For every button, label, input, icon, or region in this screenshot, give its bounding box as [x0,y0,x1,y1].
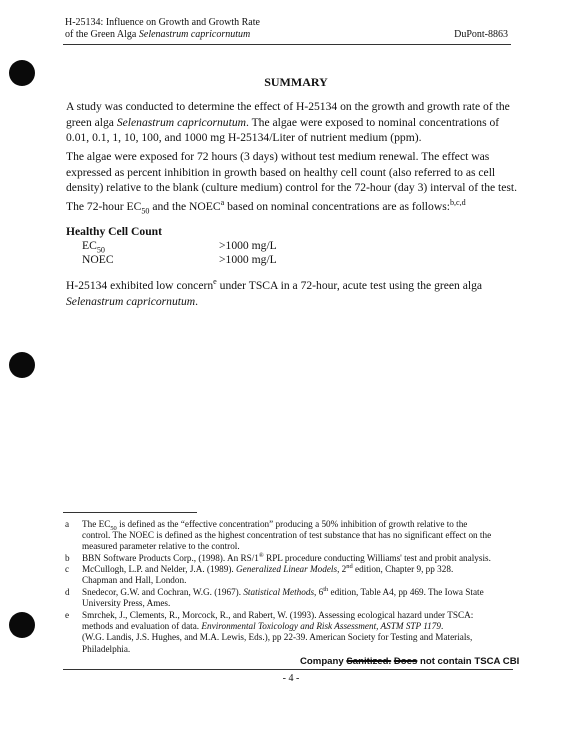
summary-paragraph-3: The 72-hour $EC_{50}$ and the NOEC$^a$ based on nominal concentrations are as follows:$^{b,c,d}$ [66,198,466,216]
footnote-separator [63,512,197,513]
summary-paragraph-2: The algae were exposed for 72 hours (3 days) without test medium renewal. The effect was expressed as percent inhibition in growth based on healthy cell count (also referred to as cell density) relative to the blank (culture medium) control for the 72-hour (day 3) interval of the test. [66,150,518,194]
footnote-c-letter: c [65,564,70,574]
results-row-noec: NOEC [82,253,114,266]
cbi-stamp: Company Sanitized. Does not contain TSCA CBI [300,656,520,667]
stamp-does: Does [393,656,418,667]
footnote-e: Smrchek, J., Clements, R., Morcock, R., and Rabert, W. (1993). Assessing ecological hazard under TSCA: methods and evaluation of data. Environmental Toxicology and Risk Assessment, ASTM STP 1179. (W.G. Landis, J.S. Hughes, and M.A. Lewis, Eds.), pp 22-39. American Society for Testing and Materials, Philadelphia. [82,610,474,654]
footnote-e-letter: e [65,610,70,620]
footnote-c: McCullogh, L.P. and Nelder, J.A. (1989). Generalized Linear Models, 2nd edition, Chapter 9, pp 328. Chapman and Hall, London. [82,562,454,586]
page-number: - 4 - [282,673,300,684]
footnote-a: The $EC_{50}$ is defined as the “effective concentration” producing a 50% inhibition of growth relative to the control. The NOEC is defined as the highest concentration of test substance that has no significant effect on the measured parameter relative to the control. [82,519,492,552]
results-value-noec: >1000 mg/L [219,253,277,266]
results-value-ec50: >1000 mg/L [219,239,277,252]
summary-paragraph-4: H-25134 exhibited low concern$^e$ under TSCA in a 72-hour, acute test using the green alga Selenastrum capricornutum. [66,277,483,308]
header-title-line1: H-25134: Influence on Growth and Growth Rate [65,17,260,28]
header-doc-id: DuPont-8863 [454,29,508,40]
header-title-line2: of the Green Alga Selenastrum capricornutum [65,29,251,40]
punch-hole-middle [9,352,35,378]
footnote-b-letter: b [65,553,70,563]
footnote-b: BBN Software Products Corp., (1998). An RS/1® RPL procedure conducting Williams' test and probit analysis. [82,551,491,563]
punch-hole-bottom [9,612,35,638]
footnote-d-letter: d [65,587,70,597]
healthy-cell-count-heading: Healthy Cell Count [66,225,162,238]
header-rule [63,44,511,45]
footer-rule [63,669,513,670]
page-title: SUMMARY [264,75,328,89]
footnote-a-letter: a [65,519,70,529]
summary-paragraph-1: A study was conducted to determine the effect of H-25134 on the growth and growth rate of the green alga Selenastrum capricornutum. The algae were exposed to nominal concentrations of 0.01, 0.1, 1, 10, 100, and 1000 mg H-25134/Liter of nutrient medium (ppm). [66,100,510,144]
stamp-sanitized: Sanitized. [346,656,392,667]
results-row-ec50: $EC_{50}$ [82,239,105,255]
footnote-d: Snedecor, G.W. and Cochran, W.G. (1967). Statistical Methods, 6th edition, Table A4, pp 469. The Iowa State University Press, Ames. [82,585,484,609]
